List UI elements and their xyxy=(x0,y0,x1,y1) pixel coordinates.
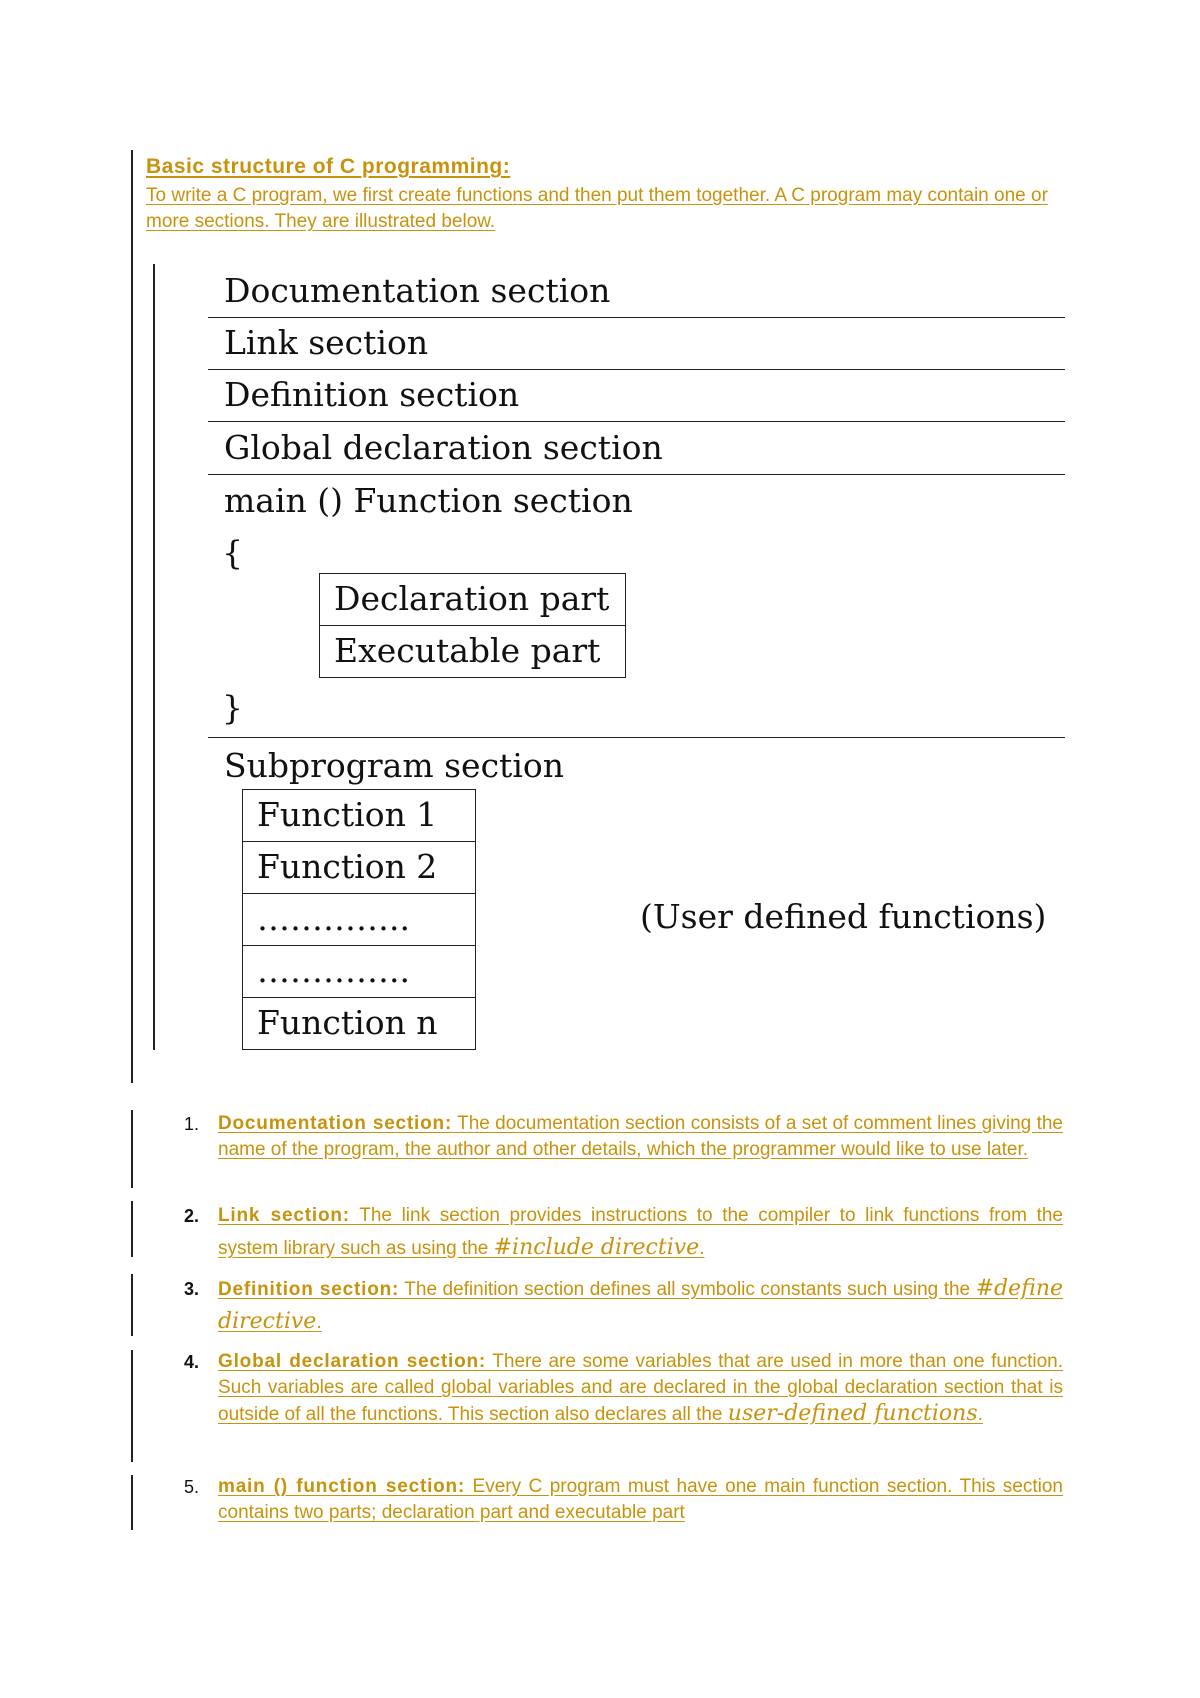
list-item xyxy=(184,1474,1063,1526)
change-bar xyxy=(153,264,155,1050)
list-item xyxy=(184,1349,1064,1428)
diagram-open-brace: { xyxy=(222,533,243,572)
change-bar xyxy=(131,1274,133,1336)
executable-part: Executable part xyxy=(334,631,601,670)
change-bar xyxy=(131,150,133,1083)
user-defined-note: (User defined functions) xyxy=(640,897,1047,936)
list-text: The link section provides instructions to the compiler to link functions from the system library such as using the xyxy=(218,1205,1063,1259)
diagram-row-documentation: Documentation section xyxy=(208,265,1065,318)
diagram-row-link: Link section xyxy=(208,317,1065,370)
functions-box xyxy=(242,789,476,1050)
list-item xyxy=(184,1273,1064,1339)
declaration-part: Declaration part xyxy=(320,574,625,626)
list-label: Documentation section: xyxy=(218,1113,453,1134)
function-row: Function n xyxy=(257,1003,438,1042)
diagram-main-heading: main () Function section xyxy=(224,481,633,520)
list-italic-term: #define directive xyxy=(218,1276,1064,1334)
list-italic-term: user-defined functions xyxy=(727,1401,978,1426)
list-label: Definition section: xyxy=(218,1279,400,1300)
change-bar xyxy=(131,1350,133,1462)
list-label: Link section: xyxy=(218,1205,350,1226)
list-italic-term: #include directive xyxy=(493,1235,700,1260)
list-number: 3. xyxy=(184,1279,200,1299)
list-text: The documentation section consists of a set of comment lines giving the name of the program, the author and other details, which the programmer would like to use later. xyxy=(218,1113,1063,1160)
diagram-subprogram-heading: Subprogram section xyxy=(224,746,564,785)
list-item xyxy=(184,1111,1063,1163)
function-row: Function 1 xyxy=(243,790,475,842)
diagram-row-definition: Definition section xyxy=(208,369,1065,422)
diagram-close-brace: } xyxy=(222,688,243,727)
list-tail: . xyxy=(977,1404,983,1425)
list-item xyxy=(184,1200,1063,1265)
page-heading: Basic structure of C programming: xyxy=(146,155,511,178)
list-tail: . xyxy=(699,1238,705,1259)
change-bar xyxy=(131,1110,133,1188)
function-row: ………….. xyxy=(243,894,475,946)
list-label: main () function section: xyxy=(218,1476,466,1497)
list-number: 4. xyxy=(184,1352,200,1372)
diagram-row-global-declaration: Global declaration section xyxy=(208,422,1065,475)
list-number: 2. xyxy=(184,1206,200,1226)
list-text: The definition section defines all symbolic constants such using the xyxy=(399,1279,976,1300)
function-row: Function 2 xyxy=(243,842,475,894)
change-bar xyxy=(131,1201,133,1257)
intro-paragraph: To write a C program, we first create functions and then put them together. A C program may contain one or more sections. They are illustrated below. xyxy=(146,185,1048,232)
list-number: 1. xyxy=(184,1114,200,1134)
list-label: Global declaration section: xyxy=(218,1351,487,1372)
list-text: Every C program must have one main function section. This section contains two parts; declaration part and executable part xyxy=(218,1476,1063,1523)
function-row: ………….. xyxy=(243,946,475,998)
main-inner-parts-box xyxy=(319,573,626,678)
change-bar xyxy=(131,1475,133,1530)
diagram-divider xyxy=(208,737,1065,738)
list-number: 5. xyxy=(184,1477,200,1497)
list-text: There are some variables that are used in more than one function. Such variables are called global variables and are declared in the global declaration section that is outside of all the functions. This section also declares all the xyxy=(218,1351,1064,1425)
list-tail: . xyxy=(316,1312,322,1333)
